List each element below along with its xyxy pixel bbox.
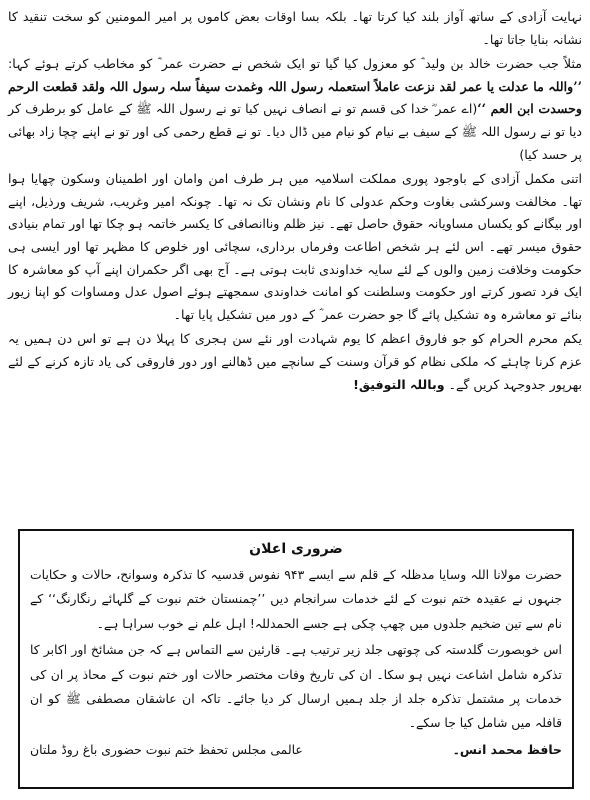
signature-organization: عالمی مجلس تحفظ ختم نبوت حضوری باغ روڈ ملتان <box>30 741 303 757</box>
article-paragraph-2 <box>8 53 582 166</box>
announcement-box <box>18 529 574 789</box>
article-paragraph-1: نہایت آزادی کے ساتھ آواز بلند کیا کرتا تھا۔ بلکہ بسا اوقات بعض کاموں پر امیر المومنین کو سخت تنقید کا نشانہ بنایا جاتا تھا۔ <box>8 9 582 47</box>
quote-translation: (اے عمر ؓ خدا کی قسم تو نے انصاف نہیں کیا تو نے رسول اللہ ﷺ کے عامل کو برطرف کر دیا تو نے رسول اللہ ﷺ کے سیف بے نیام کو نیام میں ڈال دیا۔ تو نے قطع رحمی کی اور تو نے اپنے چچا زاد بھائی پر حسد کیا) <box>8 101 582 162</box>
announcement-signature <box>30 738 562 762</box>
signature-name: حافظ محمد انس۔ <box>452 741 562 757</box>
closing-invocation: وباللہ التوفیق! <box>353 376 445 392</box>
announcement-paragraph-2: اس خوبصورت گلدستہ کی چوتھی جلد زیر ترتیب ہے۔ قارئین سے التماس ہے کہ جن مشائخ اور اکابر کا تذکرہ شامل اشاعت نہیں ہو سکا۔ ان کی تاریخ وفات مختصر حالات اور ختم نبوت کے محاذ پر ان کی خدمات پر مشتمل تذکرہ جلد از جلد ہمیں ارسال کر دیا جائے۔ تاکہ ان عاشقان مصطفی ﷺ کو ان قافلہ میں شامل کیا جا سکے۔ <box>30 642 562 731</box>
announcement-paragraph-1: حضرت مولانا اللہ وسایا مدظلہ کے قلم سے ایسے ۹۴۳ نفوس قدسیہ کا تذکرہ وسوانح، حالات و حکایات جنہوں نے عقیدہ ختم نبوت کے لئے خدمات سرانجام دیں ’’چمنستان ختم نبوت کے گلہائے رنگارنگ‘‘ کے نام سے تین ضخیم جلدوں میں چھپ چکی ہے جسے الحمدللہ! اہل علم نے خوب سراہا ہے۔ <box>30 567 562 631</box>
arabic-quote: ’’واللہ ما عدلت یا عمر لقد نزعت عاملاً استعملہ رسول اللہ وغمدت سیفاً سلہ رسول اللہ ولقد قطعت الرحم وحسدت ابن العم ‘‘ <box>8 78 582 117</box>
closing-exhortation: یکم محرم الحرام کو جو فاروق اعظم کا یوم شہادت اور نئے سن ہجری کا پہلا دن ہے تو اس دن ہمیں یہ عزم کرنا چاہئے کہ ملکی نظام کو قرآن وسنت کے سانچے میں ڈھالنے اور دور فاروقی کی یاد تازہ کرنے کے لئے بھرپور جدوجہد کریں گے۔ <box>8 331 582 392</box>
announcement-title: ضروری اعلان <box>249 541 343 557</box>
article-body <box>8 6 582 396</box>
article-paragraph-4 <box>8 328 582 396</box>
article-paragraph-3: اتنی مکمل آزادی کے باوجود پوری مملکت اسلامیہ میں ہر طرف امن وامان اور اطمینان وسکون چھایا ہوا تھا۔ مخالفت وسرکشی بغاوت وحکم عدولی کا نام ونشان تک نہ تھا۔ چونکہ امیر وغریب، شریف ورذیل، اپنے اور بیگانے کو یکساں مساویانہ حقوق حاصل تھے۔ نیز ظلم وناانصافی کا یکسر خاتمہ ہو چکا تھا اور تمام بنیادی حقوق میسر تھے۔ اس لئے ہر شخص اطاعت وفرماں برداری، سچائی اور خلوص کا مظہر تھا اور ایسی ہی حکومت وخلافت زمین والوں کے لئے سایہ خداوندی ثابت ہوتی ہے۔ آج بھی اگر حکمران اپنے آپ کو معاشرہ کا ایک فرد تصور کرتے اور حکومت وسلطنت کو امانت خداوندی سمجھتے ہوئے اصول عدل ومساوات کو اپنا زیور بنائے تو معاشرہ وہ تشکیل پائے گا جو حضرت عمر ؓ کے دور میں تشکیل پایا تھا۔ <box>8 171 582 322</box>
quote-intro: مثلاً جب حضرت خالد بن ولید ؓ کو معزول کیا گیا تو ایک شخص نے حضرت عمر ؓ کو مخاطب کرتے ہوئے کہا: <box>8 56 582 72</box>
